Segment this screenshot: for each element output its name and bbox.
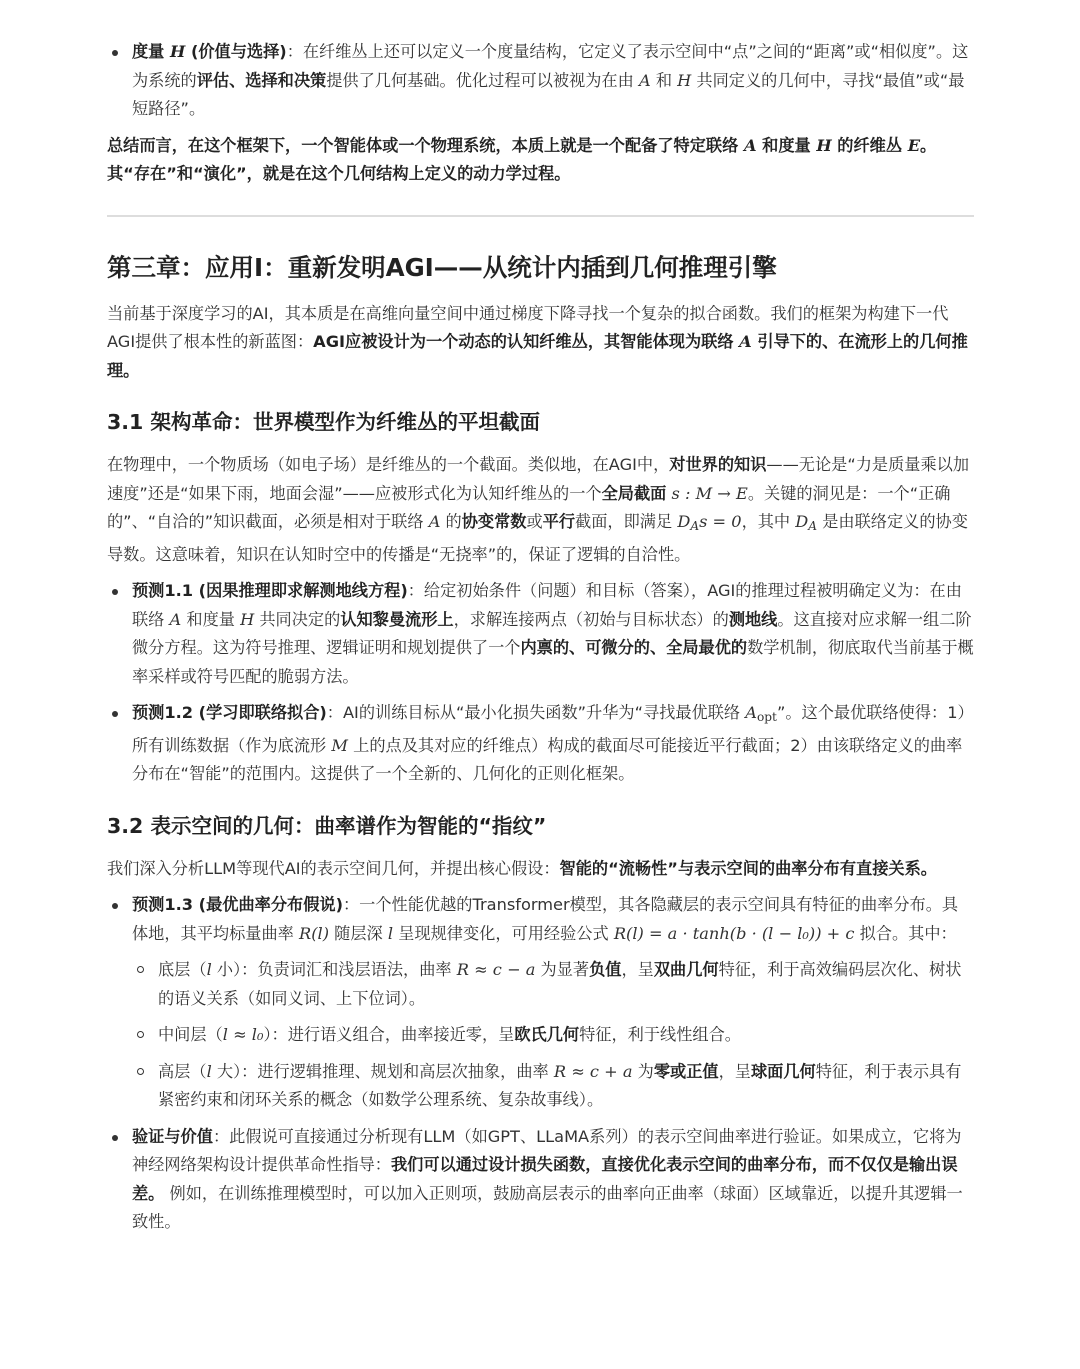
section-3-2-list	[107, 891, 974, 1237]
metric-lead: 度量 H (价值与选择)	[132, 42, 287, 61]
metric-bullet: 度量 H (价值与选择)：在纤维丛上还可以定义一个度量结构，它定义了表示空间中“点”之间的“距离”或“相似度”。这为系统的评估、选择和决策提供了几何基础。优化过程可以被视为在由 A 和 H 共同定义的几何中，寻找“最值”或“最短路径”。	[107, 38, 974, 124]
section-3-1-title: 3.1 架构革命：世界模型作为纤维丛的平坦截面	[107, 410, 540, 434]
prediction-1-1: 预测1.1 (因果推理即求解测地线方程)：给定初始条件（问题）和目标（答案），AGI的推理过程被明确定义为：在由联络 A 和度量 H 共同决定的认知黎曼流形上，求解连接两点（初始与目标状态）的测地线。这直接对应求解一组二阶微分方程。这为符号推理、逻辑证明和规划提供了一个内禀的、可微分的、全局最优的数学机制，彻底取代当前基于概率采样或符号匹配的脆弱方法。	[107, 577, 974, 691]
summary-paragraph: 总结而言，在这个框架下，一个智能体或一个物理系统，本质上就是一个配备了特定联络 A 和度量 H 的纤维丛 E。其“存在”和“演化”，就是在这个几何结构上定义的动力学过程。	[107, 135, 937, 183]
layer-bottom: 底层（l 小）：负责词汇和浅层语法，曲率 R ≈ c − a 为显著负值，呈双曲几何特征，利于高效编码层次化、树状的语义关系（如同义词、上下位词）。	[132, 956, 974, 1013]
prediction-1-3: 预测1.3 (最优曲率分布假说)：一个性能优越的Transformer模型，其各隐藏层的表示空间具有特征的曲率分布。具体地，其平均标量曲率 R(l) 随层深 l 呈现规律变化，可用经验公式 R(l) = a · tanh(b · (l − l₀)) + c 拟合。其中： 底层（l 小）：负责词汇和浅层语法，曲率 R ≈ c − a 为显著负值，呈双曲几何特征，利于高效编码层次化、树状的语义关系（如同义词、上下位词）。 中间层（l ≈ l₀）：进行语义组合，曲率接近零，呈欧氏几何特征，利于线性组合。 高层（l 大）：进行逻辑推理、规划和高层次抽象，曲率 R ≈ c + a 为零或正值，呈球面几何特征，利于表示具有紧密约束和闭环关系的概念（如数学公理系统、复杂故事线）。	[107, 891, 974, 1115]
layer-list	[132, 956, 974, 1115]
section-3-1-paragraph: 在物理中，一个物质场（如电子场）是纤维丛的一个截面。类似地，在AGI中，对世界的知识——无论是“力是质量乘以加速度”还是“如果下雨，地面会湿”——应被形式化为认知纤维丛的一个全局截面 s : M → E。关键的洞见是：一个“正确的”、“自洽的”知识截面，必须是相对于联络 A 的协变常数或平行截面，即满足 $D_As = 0$，其中 $D_A$ 是由联络定义的协变导数。这意味着，知识在认知时空中的传播是“无挠率”的，保证了逻辑的自洽性。	[107, 455, 970, 564]
section-3-1-list	[107, 577, 974, 789]
layer-top: 高层（l 大）：进行逻辑推理、规划和高层次抽象，曲率 R ≈ c + a 为零或正值，呈球面几何特征，利于表示具有紧密约束和闭环关系的概念（如数学公理系统、复杂故事线）。	[132, 1058, 974, 1115]
prediction-1-2: 预测1.2 (学习即联络拟合)：AI的训练目标从“最小化损失函数”升华为“寻找最优联络 $A_{opt}$”。这个最优联络使得：1）所有训练数据（作为底流形 M 上的点及其对应的纤维点）构成的截面尽可能接近平行截面；2）由该联络定义的曲率分布在“智能”的范围内。这提供了一个全新的、几何化的正则化框架。	[107, 699, 974, 789]
chapter-intro: 当前基于深度学习的AI，其本质是在高维向量空间中通过梯度下降寻找一个复杂的拟合函数。我们的框架为构建下一代AGI提供了根本性的新蓝图：AGI应被设计为一个动态的认知纤维丛，其智能体现为联络 A 引导下的、在流形上的几何推理。	[107, 303, 968, 380]
chapter-title: 第三章：应用I：重新发明AGI——从统计内插到几何推理引擎	[107, 252, 777, 282]
layer-middle: 中间层（l ≈ l₀）：进行语义组合，曲率接近零，呈欧氏几何特征，利于线性组合。	[132, 1021, 974, 1050]
validation-and-value: 验证与价值：此假说可直接通过分析现有LLM（如GPT、LLaMA系列）的表示空间曲率进行验证。如果成立，它将为神经网络架构设计提供革命性指导：我们可以通过设计损失函数，直接优化表示空间的曲率分布，而不仅仅是输出误差。 例如，在训练推理模型时，可以加入正则项，鼓励高层表示的曲率向正曲率（球面）区域靠近，以提升其逻辑一致性。	[107, 1123, 974, 1237]
section-divider	[107, 215, 974, 217]
section-3-2-paragraph: 我们深入分析LLM等现代AI的表示空间几何，并提出核心假设：智能的“流畅性”与表示空间的曲率分布有直接关系。	[107, 858, 937, 878]
intro-list	[107, 38, 974, 124]
section-3-2-title: 3.2 表示空间的几何：曲率谱作为智能的“指纹”	[107, 813, 547, 838]
